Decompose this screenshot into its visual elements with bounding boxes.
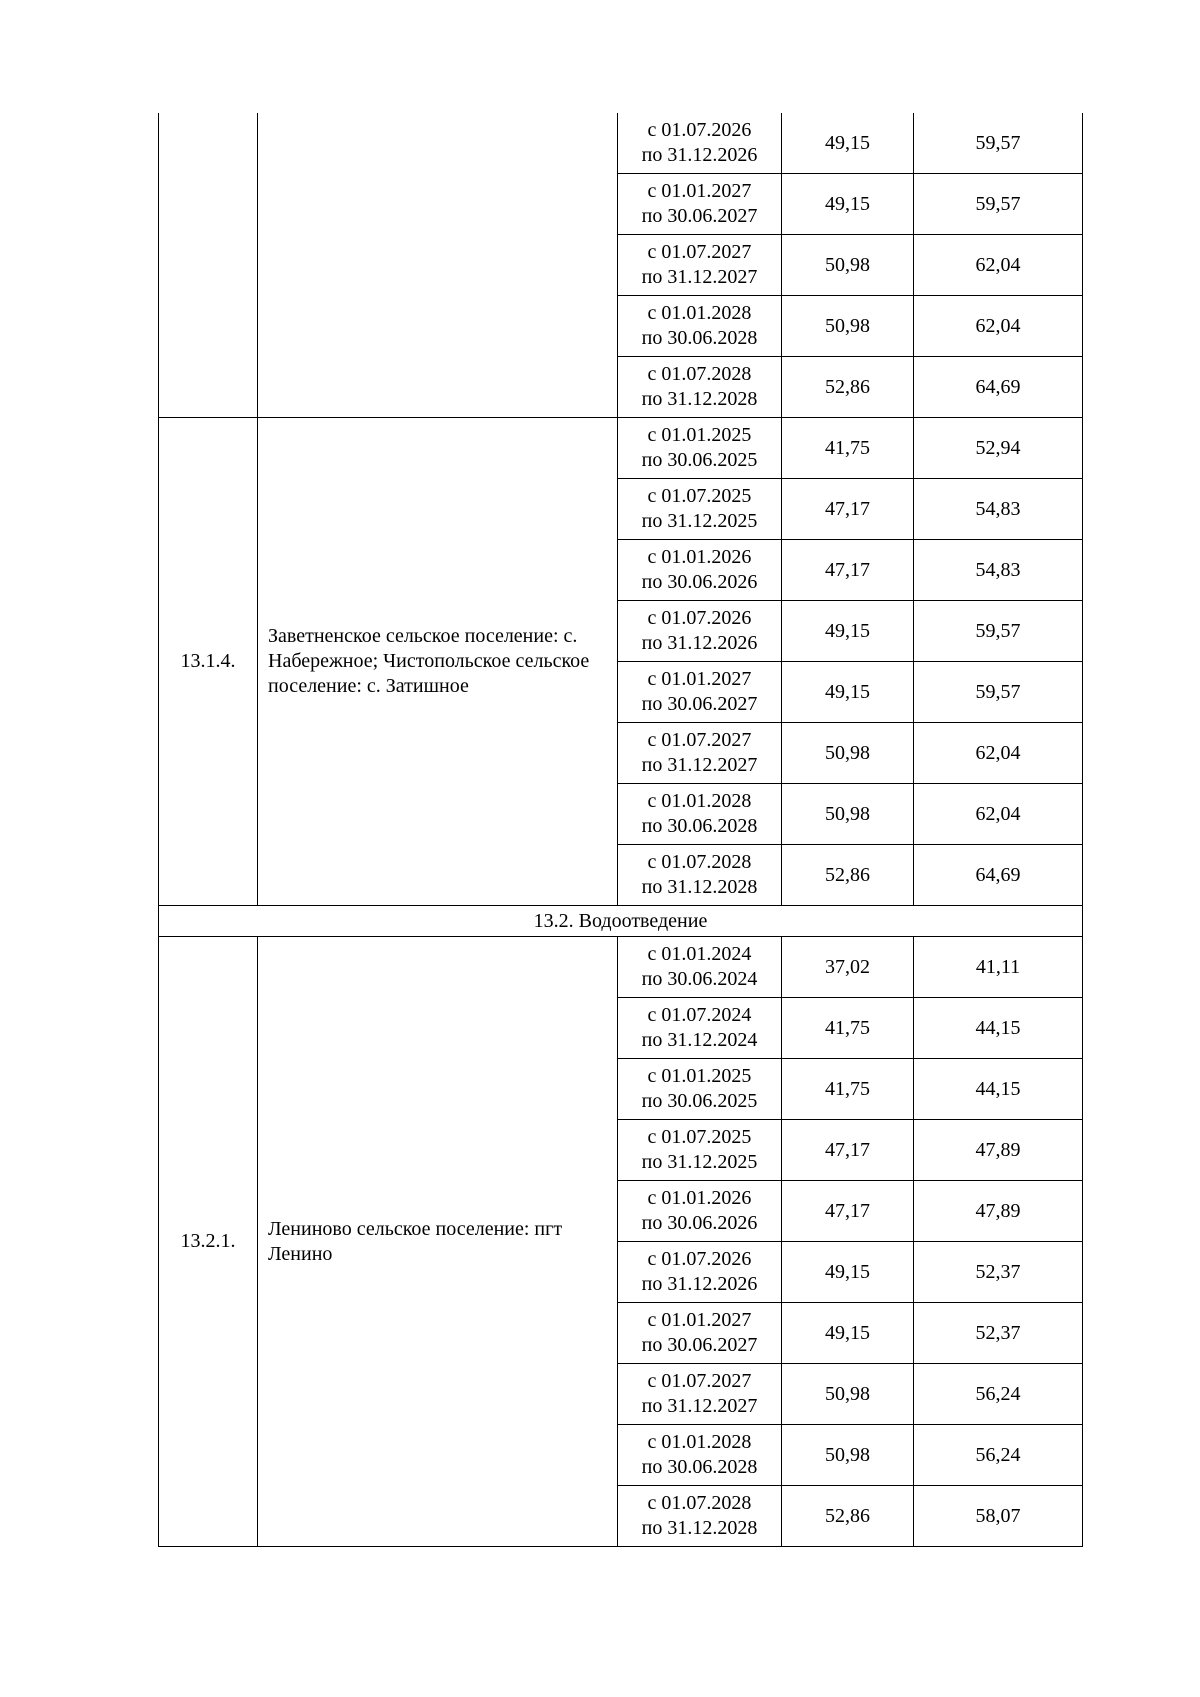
period-to: по 30.06.2027 xyxy=(641,693,758,715)
tariff-value-2: 52,37 xyxy=(914,1242,1083,1303)
tariff-value-1: 47,17 xyxy=(782,1181,914,1242)
period-to: по 31.12.2027 xyxy=(641,754,758,776)
period-cell xyxy=(618,113,782,174)
period-cell xyxy=(618,296,782,357)
period-from: с 01.07.2026 xyxy=(647,119,752,141)
tariff-value-2: 62,04 xyxy=(914,784,1083,845)
period-cell xyxy=(618,357,782,418)
period-cell xyxy=(618,998,782,1059)
period-to: по 30.06.2027 xyxy=(641,1334,758,1356)
period-to: по 31.12.2028 xyxy=(641,388,758,410)
period-to: по 30.06.2026 xyxy=(641,571,758,593)
period-to: по 30.06.2027 xyxy=(641,205,758,227)
period-to: по 30.06.2025 xyxy=(641,1090,758,1112)
tariff-value-1: 50,98 xyxy=(782,1364,914,1425)
tariff-value-1: 49,15 xyxy=(782,113,914,174)
period-cell xyxy=(618,1242,782,1303)
period-from: с 01.01.2027 xyxy=(647,1309,752,1331)
section-title: 13.2. Водоотведение xyxy=(159,906,1083,937)
period-from: с 01.01.2028 xyxy=(647,790,752,812)
tariff-value-1: 50,98 xyxy=(782,723,914,784)
period-to: по 31.12.2026 xyxy=(641,632,758,654)
period-from: с 01.07.2027 xyxy=(647,1370,752,1392)
period-cell xyxy=(618,845,782,906)
tariff-value-2: 59,57 xyxy=(914,662,1083,723)
tariff-value-1: 50,98 xyxy=(782,784,914,845)
period-to: по 31.12.2026 xyxy=(641,1273,758,1295)
period-cell xyxy=(618,1059,782,1120)
period-from: с 01.07.2028 xyxy=(647,363,752,385)
item-number-cell xyxy=(159,113,258,418)
tariff-value-1: 47,17 xyxy=(782,1120,914,1181)
tariff-table xyxy=(158,113,1083,1547)
period-cell xyxy=(618,1364,782,1425)
tariff-value-1: 50,98 xyxy=(782,1425,914,1486)
tariff-value-1: 49,15 xyxy=(782,1242,914,1303)
tariff-value-1: 50,98 xyxy=(782,296,914,357)
item-number-cell: 13.2.1. xyxy=(159,937,258,1547)
tariff-value-2: 56,24 xyxy=(914,1425,1083,1486)
period-cell xyxy=(618,784,782,845)
period-to: по 30.06.2026 xyxy=(641,1212,758,1234)
period-to: по 31.12.2028 xyxy=(641,876,758,898)
tariff-table-body xyxy=(159,113,1083,1547)
tariff-value-2: 58,07 xyxy=(914,1486,1083,1547)
tariff-value-1: 49,15 xyxy=(782,601,914,662)
item-number-cell: 13.1.4. xyxy=(159,418,258,906)
period-to: по 31.12.2027 xyxy=(641,1395,758,1417)
period-cell xyxy=(618,601,782,662)
tariff-value-2: 64,69 xyxy=(914,357,1083,418)
tariff-value-2: 47,89 xyxy=(914,1181,1083,1242)
period-from: с 01.01.2026 xyxy=(647,1187,752,1209)
tariff-value-1: 41,75 xyxy=(782,1059,914,1120)
period-cell xyxy=(618,1486,782,1547)
period-cell xyxy=(618,235,782,296)
tariff-value-1: 49,15 xyxy=(782,662,914,723)
period-cell xyxy=(618,1425,782,1486)
period-to: по 31.12.2025 xyxy=(641,1151,758,1173)
settlement-cell xyxy=(258,113,618,418)
tariff-value-2: 59,57 xyxy=(914,174,1083,235)
period-to: по 30.06.2025 xyxy=(641,449,758,471)
tariff-value-1: 47,17 xyxy=(782,540,914,601)
tariff-value-1: 52,86 xyxy=(782,1486,914,1547)
tariff-value-1: 41,75 xyxy=(782,418,914,479)
period-from: с 01.07.2027 xyxy=(647,729,752,751)
tariff-value-1: 41,75 xyxy=(782,998,914,1059)
period-from: с 01.01.2026 xyxy=(647,546,752,568)
table-row xyxy=(159,418,1083,479)
tariff-value-2: 62,04 xyxy=(914,723,1083,784)
period-to: по 31.12.2027 xyxy=(641,266,758,288)
period-to: по 31.12.2026 xyxy=(641,144,758,166)
period-from: с 01.07.2024 xyxy=(647,1004,752,1026)
period-from: с 01.01.2024 xyxy=(647,943,752,965)
period-cell xyxy=(618,540,782,601)
tariff-value-2: 54,83 xyxy=(914,479,1083,540)
period-from: с 01.01.2025 xyxy=(647,424,752,446)
table-row xyxy=(159,113,1083,174)
tariff-value-2: 59,57 xyxy=(914,601,1083,662)
period-cell xyxy=(618,1303,782,1364)
tariff-value-1: 47,17 xyxy=(782,479,914,540)
tariff-value-1: 49,15 xyxy=(782,1303,914,1364)
tariff-value-1: 50,98 xyxy=(782,235,914,296)
period-cell xyxy=(618,662,782,723)
period-from: с 01.01.2027 xyxy=(647,180,752,202)
tariff-value-2: 47,89 xyxy=(914,1120,1083,1181)
period-to: по 31.12.2028 xyxy=(641,1517,758,1539)
section-header-row xyxy=(159,906,1083,937)
period-cell xyxy=(618,1181,782,1242)
tariff-value-2: 54,83 xyxy=(914,540,1083,601)
period-to: по 30.06.2028 xyxy=(641,1456,758,1478)
tariff-value-2: 62,04 xyxy=(914,235,1083,296)
tariff-value-1: 52,86 xyxy=(782,357,914,418)
period-to: по 30.06.2028 xyxy=(641,815,758,837)
tariff-value-2: 59,57 xyxy=(914,113,1083,174)
period-to: по 30.06.2024 xyxy=(641,968,758,990)
table-row xyxy=(159,937,1083,998)
period-cell xyxy=(618,937,782,998)
period-cell xyxy=(618,418,782,479)
period-to: по 31.12.2025 xyxy=(641,510,758,532)
tariff-value-2: 64,69 xyxy=(914,845,1083,906)
period-from: с 01.01.2028 xyxy=(647,1431,752,1453)
period-cell xyxy=(618,479,782,540)
tariff-value-2: 44,15 xyxy=(914,998,1083,1059)
tariff-value-1: 37,02 xyxy=(782,937,914,998)
period-cell xyxy=(618,723,782,784)
tariff-value-2: 56,24 xyxy=(914,1364,1083,1425)
period-from: с 01.07.2027 xyxy=(647,241,752,263)
period-from: с 01.01.2025 xyxy=(647,1065,752,1087)
period-from: с 01.07.2025 xyxy=(647,1126,752,1148)
tariff-value-2: 52,94 xyxy=(914,418,1083,479)
tariff-value-2: 62,04 xyxy=(914,296,1083,357)
tariff-value-1: 49,15 xyxy=(782,174,914,235)
period-cell xyxy=(618,1120,782,1181)
period-from: с 01.07.2026 xyxy=(647,607,752,629)
tariff-value-2: 41,11 xyxy=(914,937,1083,998)
period-to: по 30.06.2028 xyxy=(641,327,758,349)
tariff-value-2: 44,15 xyxy=(914,1059,1083,1120)
period-from: с 01.07.2028 xyxy=(647,851,752,873)
period-from: с 01.07.2026 xyxy=(647,1248,752,1270)
period-to: по 31.12.2024 xyxy=(641,1029,758,1051)
period-from: с 01.01.2027 xyxy=(647,668,752,690)
tariff-value-1: 52,86 xyxy=(782,845,914,906)
period-from: с 01.07.2025 xyxy=(647,485,752,507)
settlement-cell: Лениново сельское поселение: пгт Ленино xyxy=(258,937,618,1547)
period-from: с 01.01.2028 xyxy=(647,302,752,324)
period-from: с 01.07.2028 xyxy=(647,1492,752,1514)
period-cell xyxy=(618,174,782,235)
tariff-value-2: 52,37 xyxy=(914,1303,1083,1364)
settlement-cell: Заветненское сельское поселение: с. Набережное; Чистопольское сельское поселение: с. Затишное xyxy=(258,418,618,906)
